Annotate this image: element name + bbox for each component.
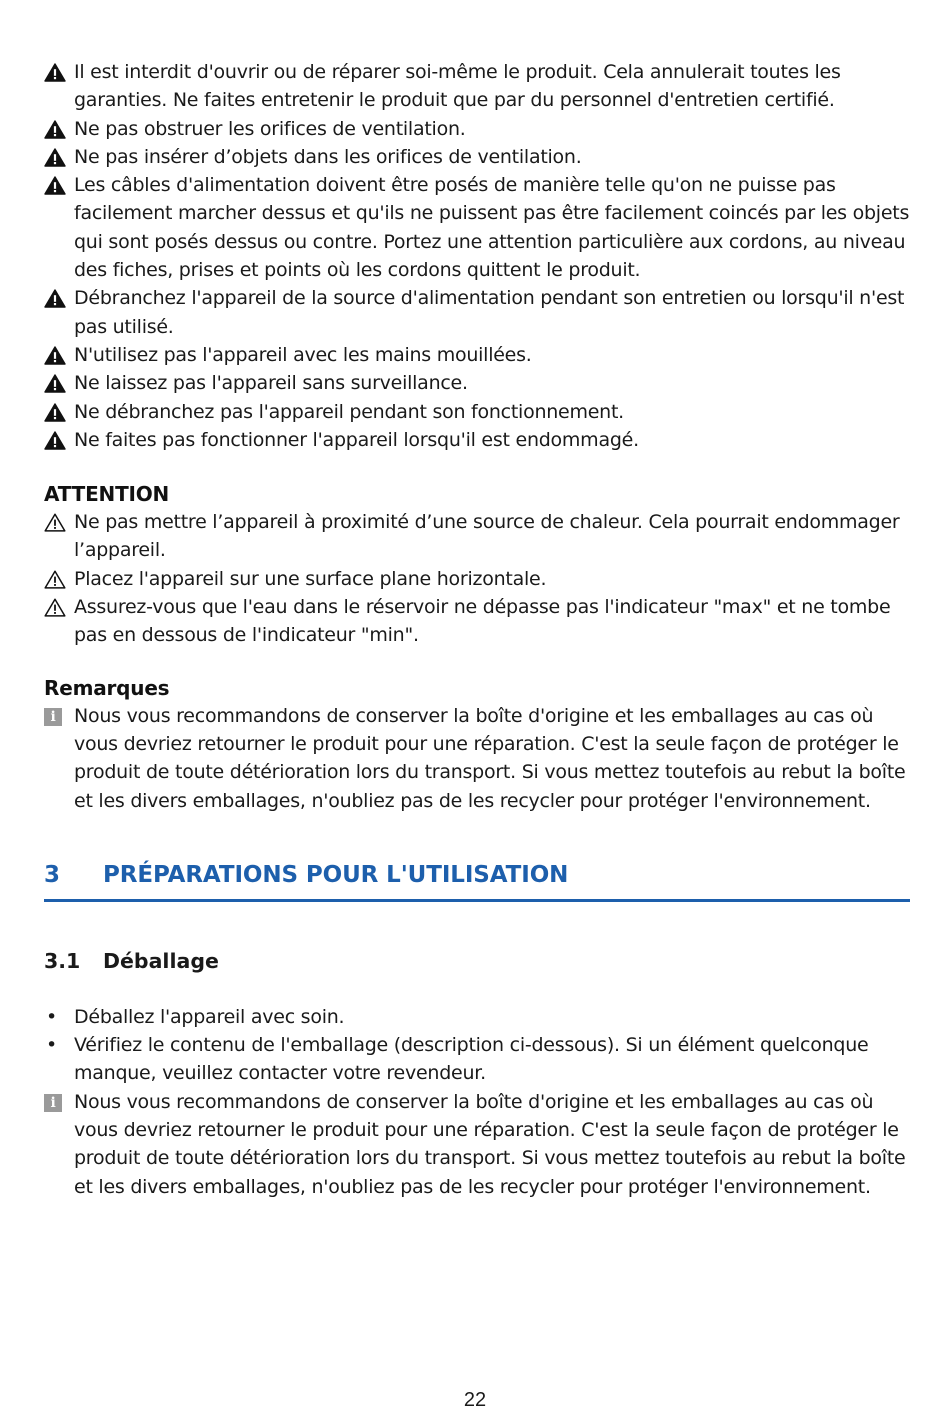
remarque-text: Nous vous recommandons de conserver la boîte d'origine et les emballages au cas où vous devriez retourner le produit pour une réparation. C'est la seule façon de protéger le produit de toute détérioration lors du transport. Si vous mettez toutefois au rebut la boîte et les divers emballages, n'oubliez pas de les recycler pour protéger l'environnement. [74,704,906,812]
bullet-text: Vérifiez le contenu de l'emballage (description ci-dessous). Si un élément quelconque manque, veuillez contacter votre revendeur. [74,1034,869,1085]
danger-warning-text: Ne pas obstruer les orifices de ventilation. [74,117,466,140]
danger-warning-text: Ne débranchez pas l'appareil pendant son fonctionnement. [74,400,624,423]
subsection-number: 3.1 [44,948,81,973]
danger-warning-item [44,284,910,341]
section-number: 3 [44,861,60,888]
danger-warning-item [44,369,910,397]
unpacking-list [44,1003,910,1201]
note-text: Nous vous recommandons de conserver la boîte d'origine et les emballages au cas où vous devriez retourner le produit pour une réparation. C'est la seule façon de protéger le produit de toute détérioration lors du transport. Si vous mettez toutefois au rebut la boîte et les divers emballages, n'oubliez pas de les recycler pour protéger l'environnement. [74,1090,906,1198]
attention-heading: ATTENTION [44,482,170,507]
warning-filled-icon [44,176,66,195]
danger-warning-item [44,143,910,171]
info-icon: i [44,707,66,726]
warning-outline-icon [44,513,66,532]
danger-warning-list [44,58,910,454]
remarques-heading: Remarques [44,675,170,700]
section-heading [44,859,910,902]
warning-filled-icon [44,346,66,365]
remarque-item [44,702,910,815]
section-title: PRÉPARATIONS POUR L'UTILISATION [103,861,569,888]
attention-item [44,593,910,650]
danger-warning-text: Ne faites pas fonctionner l'appareil lorsqu'il est endommagé. [74,428,639,451]
bullet-marker: • [46,1005,57,1028]
danger-warning-text: Débranchez l'appareil de la source d'alimentation pendant son entretien ou lorsqu'il n'est pas utilisé. [74,287,905,338]
warning-filled-icon [44,403,66,422]
danger-warning-text: Les câbles d'alimentation doivent être posés de manière telle qu'on ne puisse pas facilement marcher dessus et qu'ils ne puissent pas être facilement coincés par les objets qui sont posés dessus ou contre. Portez une attention particulière aux cordons, au niveau des fiches, prises et points où les cordons quittent le produit. [74,174,910,282]
danger-warning-item [44,171,910,284]
warning-filled-icon [44,289,66,308]
bullet-marker: • [46,1034,57,1057]
warning-filled-icon [44,431,66,450]
warning-filled-icon [44,374,66,393]
attention-text: Ne pas mettre l’appareil à proximité d’une source de chaleur. Cela pourrait endommager l’appareil. [74,511,900,562]
info-icon: i [44,1093,66,1112]
warning-outline-icon [44,570,66,589]
danger-warning-item [44,58,910,115]
attention-item [44,508,910,565]
attention-text: Assurez-vous que l'eau dans le réservoir ne dépasse pas l'indicateur "max" et ne tombe pas en dessous de l'indicateur "min". [74,596,891,647]
bullet-item [44,1003,910,1031]
danger-warning-text: Ne laissez pas l'appareil sans surveillance. [74,372,468,395]
remarques-list [44,702,910,815]
warning-outline-icon [44,598,66,617]
bullet-text: Déballez l'appareil avec soin. [74,1005,345,1028]
document-page [44,58,910,1201]
danger-warning-text: Il est interdit d'ouvrir ou de réparer soi-même le produit. Cela annulerait toutes les garanties. Ne faites entretenir le produit que par du personnel d'entretien certifié. [74,61,841,112]
warning-filled-icon [44,63,66,82]
danger-warning-item [44,426,910,454]
bullet-item [44,1031,910,1088]
note-item [44,1088,910,1201]
warning-filled-icon [44,120,66,139]
danger-warning-text: N'utilisez pas l'appareil avec les mains mouillées. [74,343,532,366]
subsection-heading [44,946,910,976]
danger-warning-item [44,341,910,369]
attention-text: Placez l'appareil sur une surface plane horizontale. [74,567,547,590]
danger-warning-item [44,398,910,426]
attention-item [44,565,910,593]
attention-list [44,508,910,649]
danger-warning-item [44,115,910,143]
subsection-title: Déballage [103,948,219,973]
page-number: 22 [463,1389,487,1411]
danger-warning-text: Ne pas insérer d’objets dans les orifices de ventilation. [74,145,582,168]
warning-filled-icon [44,148,66,167]
